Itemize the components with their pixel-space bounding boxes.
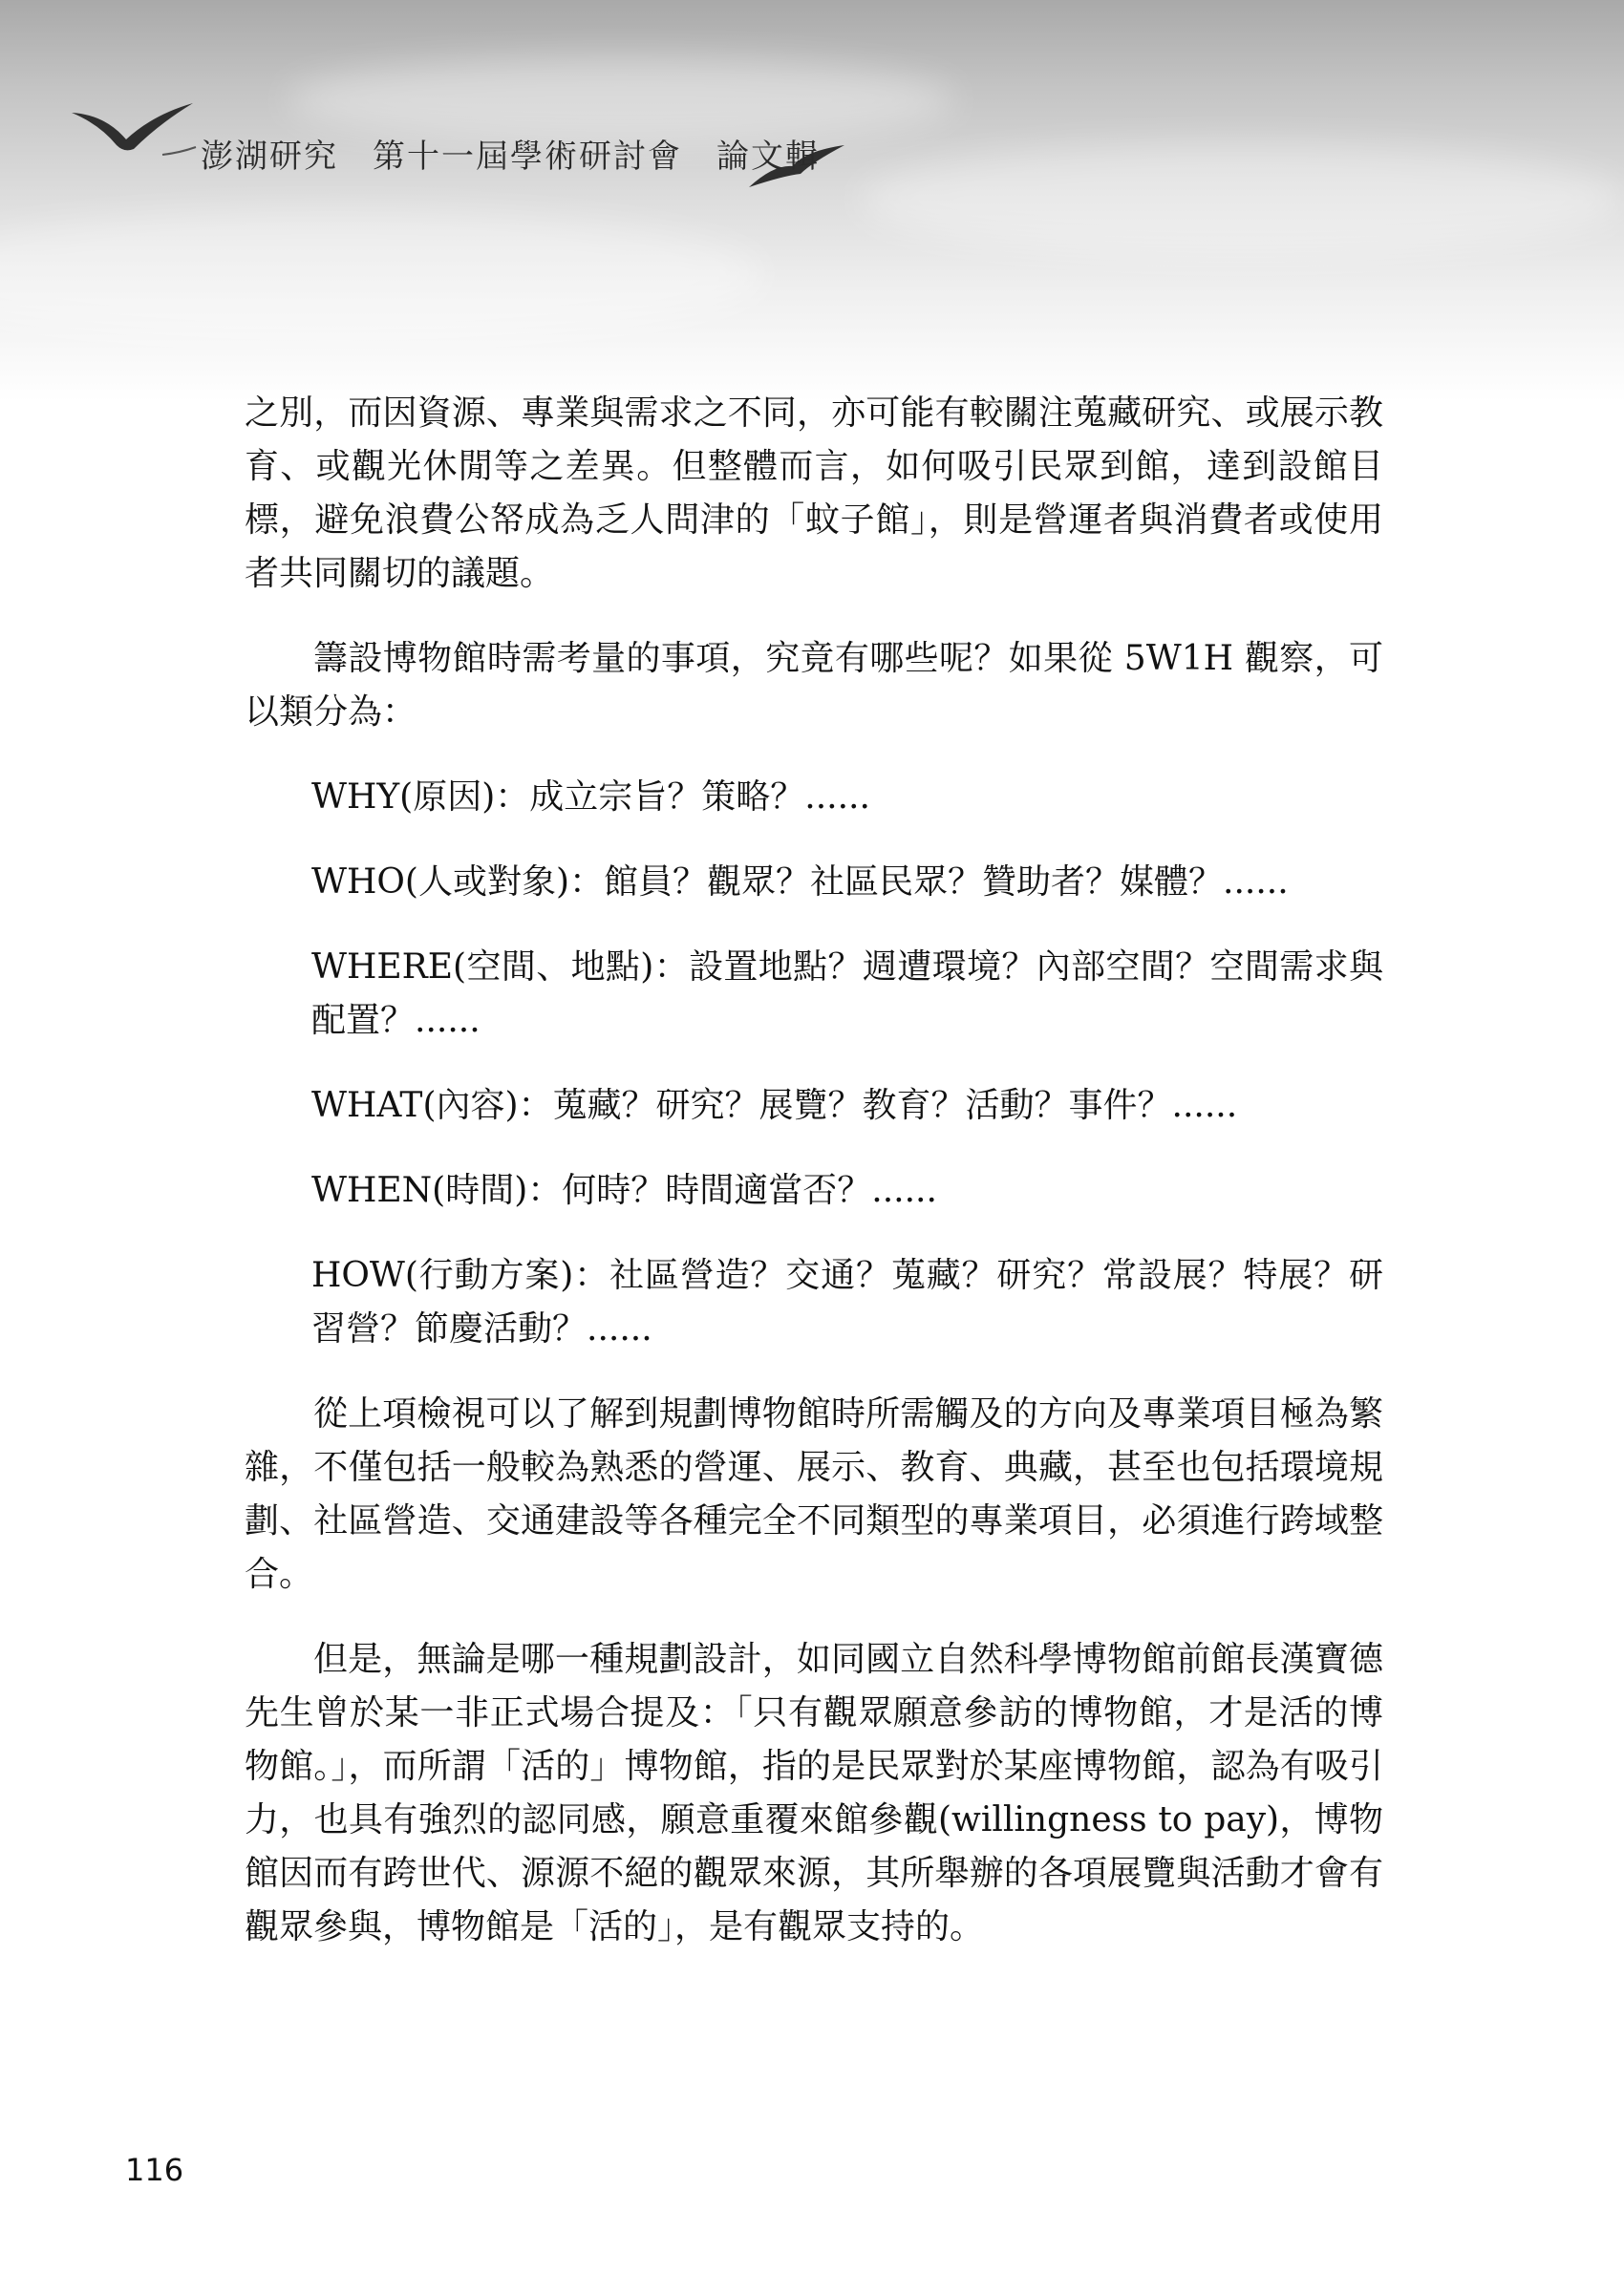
list-item-how: HOW(行動方案)：社區營造？交通？蒐藏？研究？常設展？特展？研習營？節慶活動？...... — [311, 1256, 1383, 1349]
running-title: 澎湖研究 第十一屆學術研討會 論文輯 — [201, 138, 820, 176]
list-item-what: WHAT(內容)：蒐藏？研究？展覽？教育？活動？事件？...... — [311, 1086, 1238, 1125]
paragraph: 但是，無論是哪一種規劃設計，如同國立自然科學博物館前館長漢寶德先生曾於某一非正式場合提及：「只有觀眾願意參訪的博物館，才是活的博物館。」，而所謂「活的」博物館，指的是民眾對於某座博物館，認為有吸引力，也具有強烈的認同感，願意重覆來館參觀(willingness to pay)，博物館因而有跨世代、源源不絕的觀眾來源，其所舉辦的各項展覽與活動才會有觀眾參與，博物館是「活的」，是有觀眾支持的。 — [245, 1640, 1383, 1946]
paragraph: 之別，而因資源、專業與需求之不同，亦可能有較關注蒐藏研究、或展示教育、或觀光休閒等之差異。但整體而言，如何吸引民眾到館，達到設館目標，避免浪費公帑成為乏人問津的「蚊子館」，則是營運者與消費者或使用者共同關切的議題。 — [245, 393, 1383, 593]
paragraph: 籌設博物館時需考量的事項，究竟有哪些呢？如果從 5W1H 觀察，可以類分為： — [245, 639, 1383, 732]
page-number: 116 — [125, 2152, 184, 2188]
list-item-where: WHERE(空間、地點)：設置地點？週遭環境？內部空間？空間需求與配置？...... — [311, 947, 1383, 1040]
list-item-who: WHO(人或對象)：館員？觀眾？社區民眾？贊助者？媒體？...... — [311, 862, 1289, 902]
list-item-when: WHEN(時間)：何時？時間適當否？...... — [311, 1171, 937, 1210]
body-text — [245, 387, 1383, 1986]
header-sky-banner — [0, 0, 1624, 401]
seagull-left-icon — [67, 96, 201, 162]
paragraph: 從上項檢視可以了解到規劃博物館時所需觸及的方向及專業項目極為繁雜，不僅包括一般較為熟悉的營運、展示、教育、典藏，甚至也包括環境規劃、社區營造、交通建設等各種完全不同類型的專業項目，必須進行跨域整合。 — [245, 1394, 1383, 1594]
list-item-why: WHY(原因)：成立宗旨？策略？...... — [311, 777, 870, 817]
